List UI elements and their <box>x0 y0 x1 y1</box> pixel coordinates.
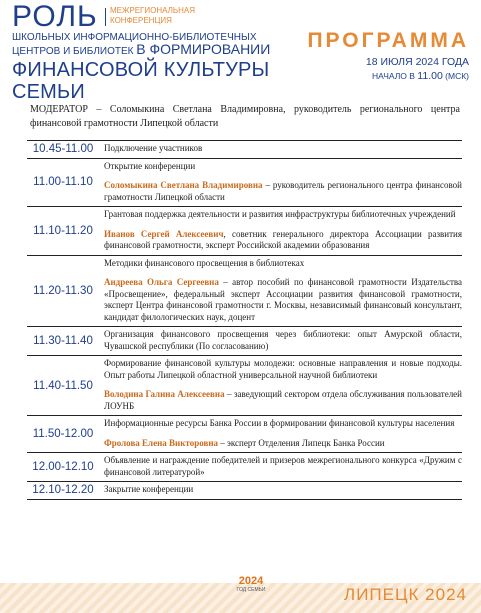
session-description <box>99 141 462 158</box>
session-description <box>99 416 462 452</box>
session-description <box>99 356 462 415</box>
speaker <box>104 438 462 450</box>
speaker-name: Андреева Ольга Сергеевна <box>104 277 219 287</box>
subtitle-line2-b: В ФОРМИРОВАНИИ <box>136 40 271 57</box>
year-of-family-logo <box>236 575 266 605</box>
event-date: 18 ИЮЛЯ 2024 ГОДА <box>365 56 469 68</box>
schedule-row <box>27 327 462 356</box>
start-suffix: (МСК) <box>442 71 469 81</box>
session-title: Организация финансового просвещения через библиотеки: опыт Амурской области, Чувашской республики (По согласованию) <box>104 329 462 351</box>
schedule-row <box>27 356 462 416</box>
session-time: 11.40-11.50 <box>33 379 93 392</box>
speaker-role: – автор пособий по финансовой грамотности Издательства «Просвещение», федеральный эксперт Ассоциации развития финансовой грамотности, эксперт Центра финансовой грамотности г. Москвы, независимый финансовый консультант, кандидат филологических наук, доцент <box>104 277 462 322</box>
session-time: 11.20-11.30 <box>33 284 93 297</box>
start-time-value: 11.00 <box>417 70 443 82</box>
schedule-row <box>27 159 462 208</box>
speaker-role: – руководитель регионального центра финансовой грамотности Липецкой области <box>104 180 463 202</box>
session-time: 12.00-12.10 <box>32 461 94 473</box>
start-time <box>372 70 469 82</box>
start-prefix: НАЧАЛО В <box>372 71 418 81</box>
speaker <box>104 277 462 323</box>
speaker-role: – эксперт Отделения Липецк Банка России <box>218 437 385 448</box>
speaker <box>104 180 462 203</box>
session-title: Подключение участников <box>104 143 203 153</box>
speaker-name: Иванов Сергей Алексеевич <box>104 228 224 239</box>
session-time: 11.10-11.20 <box>33 224 93 237</box>
session-title: Грантовая поддержка деятельности и развития инфраструктуры библиотечных учреждений <box>104 209 456 219</box>
logo-caption: ГОД СЕМЬИ <box>236 587 266 593</box>
speaker-name: Володина Галина Алексеевна <box>104 389 225 399</box>
title-financial-culture: ФИНАНСОВОЙ КУЛЬТУРЫ СЕМЬИ <box>12 59 270 103</box>
session-time: 12.10-12.20 <box>32 484 94 497</box>
session-time: 11.50-12.00 <box>32 428 94 440</box>
session-description <box>99 159 462 207</box>
speaker-role: , советник генерального директора Ассоциации развития финансовой грамотности, эксперт Российской академии образования <box>104 228 462 250</box>
session-time: 10.45-11.00 <box>32 143 94 156</box>
conference-type: МЕЖРЕГИОНАЛЬНАЯ КОНФЕРЕНЦИЯ <box>110 6 196 25</box>
session-description <box>99 207 462 255</box>
session-description <box>99 327 462 355</box>
header-divider <box>105 8 106 26</box>
moderator-label: МОДЕРАТОР <box>30 104 88 115</box>
subtitle-line1: ШКОЛЬНЫХ ИНФОРМАЦИОННО-БИБЛИОТЕЧНЫХ <box>12 32 257 43</box>
conference-header <box>10 0 310 103</box>
session-title: Методики финансового просвещения в библиотеках <box>104 257 305 268</box>
schedule-row <box>27 416 462 453</box>
program-heading: ПРОГРАММА <box>307 29 469 52</box>
session-description <box>99 256 462 327</box>
session-title: Открытие конференции <box>104 160 196 171</box>
title-rol: РОЛЬ <box>12 0 98 33</box>
session-title: Закрытие конференции <box>104 484 194 494</box>
session-description <box>99 453 462 481</box>
session-description <box>99 482 462 499</box>
logo-number: 2024 <box>238 575 264 587</box>
speaker-name: Фролова Елена Викторовна <box>104 437 219 448</box>
schedule-row <box>27 453 462 482</box>
moderator-info <box>30 103 460 131</box>
page-footer <box>0 567 481 613</box>
session-title: Объявление и награждение победителей и призеров межрегионального конкурса «Дружим с финансовой литературой» <box>104 455 462 477</box>
schedule-row <box>27 141 462 159</box>
schedule-table <box>27 140 462 500</box>
subtitle-line2-a: ЦЕНТРОВ И БИБЛИОТЕК <box>12 45 137 57</box>
schedule-row <box>27 256 462 328</box>
moderator-text: – Соломыкина Светлана Владимировна, руководитель регионального центра финансовой грамотности Липецкой области <box>30 104 460 129</box>
speaker <box>104 389 462 412</box>
speaker <box>104 229 462 252</box>
session-title: Формирование финансовой культуры молодежи: основные направления и новые подходы. Опыт работы Липецкой областной универсальной научной библиотеки <box>104 358 462 380</box>
speaker-role: – заведующий сектором отдела обслуживания пользователей ЛОУНБ <box>104 389 462 411</box>
subtitle-line2 <box>12 40 271 58</box>
schedule-row <box>27 482 462 500</box>
schedule-row <box>27 207 462 256</box>
session-title: Информационные ресурсы Банка России в формировании финансовой культуры населения <box>104 418 455 428</box>
session-time: 11.30-11.40 <box>33 335 93 347</box>
conference-subtitle <box>12 32 270 57</box>
city-year: ЛИПЕЦК 2024 <box>344 585 467 604</box>
session-time: 11.00-11.10 <box>33 176 93 189</box>
speaker-name: Соломыкина Светлана Владимировна <box>104 180 263 190</box>
